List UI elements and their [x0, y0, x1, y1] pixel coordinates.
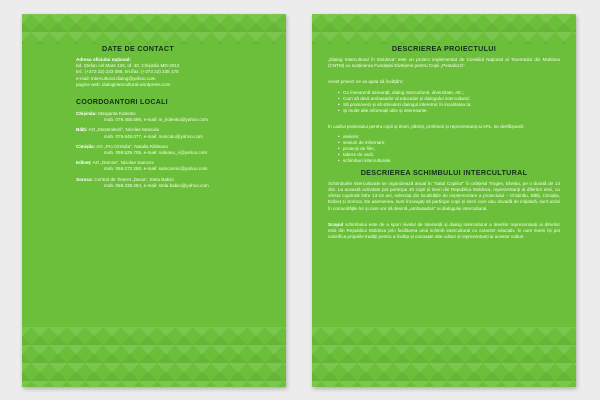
triangle-pattern-bottom — [312, 327, 576, 387]
scope-paragraph — [328, 222, 560, 241]
coordinator-contact: mob. 069.525.705, e-mail: raileanu_n@yahoo.com — [104, 150, 208, 156]
triangle-pattern-bottom — [22, 327, 286, 387]
learn-list — [338, 90, 560, 114]
email-line: e-mail: intercultural.dialog@yahoo.com — [76, 75, 156, 81]
activities-intro: În cadrul proiectului pentru copii și tineri, părinți, profesori și reprezentanți ai APL, se desfășoară: — [328, 123, 525, 129]
coordinator-city: Chișinău: — [76, 111, 97, 117]
activities-list — [338, 134, 560, 164]
address-label: Adresa oficiului național: — [76, 57, 131, 62]
coordinator-name: AO „Demos”, Nicolae Samcov — [91, 160, 154, 166]
list-item: • Și multe alte informații utile și interesante. — [338, 108, 560, 114]
list-item: • sesiuni de informare; — [338, 140, 560, 146]
address-line: bd. Ștefan cel Mare 126, of. 40, Chișinău MD-2012 — [76, 63, 180, 69]
project-title: DESCRIEREA PROIECTULUI — [391, 44, 497, 53]
phone-line: tel.: (+373 22) 233 088, tel./fax: (+373 22) 235 175 — [76, 69, 179, 75]
local-title: COORDOANTORI LOCALI — [76, 99, 168, 107]
coordinator-name: AO „Moștenitorii”, Nicolae Moscalu — [87, 127, 160, 133]
left-page — [22, 14, 286, 387]
list-item: • schimburi interculturale. — [338, 158, 560, 164]
coordinator-entry — [76, 111, 272, 123]
coordinator-contact: mob. 068.338.284, e-mail: stela.babici@yahoo.com — [104, 182, 209, 188]
project-intro: „Dialog Intercultural în Moldova” este un proiect implementat de Consiliul Național al Tineretului din Moldova (CNTM) cu susținerea Fundației Elvețiene pentru Copii „Pestalozzi”. — [328, 57, 560, 69]
coordinator-city: Bălți: — [76, 127, 88, 133]
list-item: • Să promovezi și să stimulezi dialogul interetnic în localitatea ta; — [338, 102, 560, 108]
coordinator-entry — [76, 127, 272, 139]
learn-intro: Acest proiect ne va ajuta să învățăm: — [328, 79, 404, 85]
right-page — [312, 14, 576, 387]
list-item: • Ce înseamnă toleranță, dialog intercultural, diversitate, etc.; — [338, 90, 560, 96]
coordinator-city: Edineț: — [76, 160, 92, 166]
exchange-section — [312, 168, 576, 241]
scope-text: schimbului este de a spori nivelul de toleranță și dialog intercultural a tinerilor reprezentanți ai diferitor etnii din Republica Moldova prin facilitarea unui schimb intercultural cu caracter educativ. În care tinerii își pot valorifica propriile tradiții pentru a învăța și cunoaște alte culturi și reprezentanți ai acestor culturi. — [328, 221, 560, 240]
list-item: • ateliere; — [338, 134, 560, 140]
exchange-text: Schimburile Interculturale se organizează anual în "Satul Copiilor" în orășelul Trogen, Elveția, pe o durată de 14 zile. La această activitate pot participa 40 copii și tineri din Republica Moldova, reprezentanți ai diferitor etnii, cu vârsta cuprinsă între 13-16 ani, selectați din localitățile de implementare a proiectului – Chișinău, Bălți, Cimișlia, Edineț și Soroca. De asemenea, sunt încurajați să participe copii și tineri care dau dovadă de inițiativă, sunt activi în comunitățile lor și care vor să devină „ambasadori” ai dialogului intercultural. — [328, 180, 560, 211]
local-coordinators-section — [22, 99, 286, 189]
coordinator-contact: mob. 079.848.077, e-mail: moscalu@yahoo.com — [104, 133, 203, 139]
triangle-pattern-top — [312, 14, 576, 44]
exchange-title: DESCRIEREA SCHIMBULUI INTERCULTURAL — [360, 167, 528, 177]
coordinator-contact: mob. 069.272.250, e-mail: samcovnic@yahoo.com — [104, 166, 208, 172]
coordinator-city: Soroca: — [76, 176, 94, 182]
coordinator-name: Centrul de Tineret „Dacia”, Stela Babici — [93, 176, 174, 182]
list-item: • proiecții de film; — [338, 146, 560, 152]
coordinator-city: Cimișlia: — [76, 143, 96, 149]
project-section — [312, 44, 576, 164]
list-item: • Cum să devii ambasador al educației și dialogului intercultural; — [338, 96, 560, 102]
coordinator-contact: mob. 079.455.696, e-mail: m_kolenko@yahoo.com — [104, 117, 208, 123]
coordinator-name: Margarita Kolenko — [96, 111, 136, 117]
scope-label: Scopul — [328, 221, 344, 227]
coordinator-entry — [76, 177, 272, 189]
web-line: pagina web: dialogintercultural.wordpress.com — [76, 81, 171, 87]
list-item: • tabere de vară; — [338, 152, 560, 158]
coordinator-entry — [76, 160, 272, 172]
contact-title: DATE DE CONTACT — [102, 44, 175, 53]
coordinator-name: AO „Pro Cimișlia”, Natalia Răileanu — [95, 143, 168, 149]
contact-section — [22, 44, 286, 88]
coordinator-entry — [76, 144, 272, 156]
triangle-pattern-top — [22, 14, 286, 44]
